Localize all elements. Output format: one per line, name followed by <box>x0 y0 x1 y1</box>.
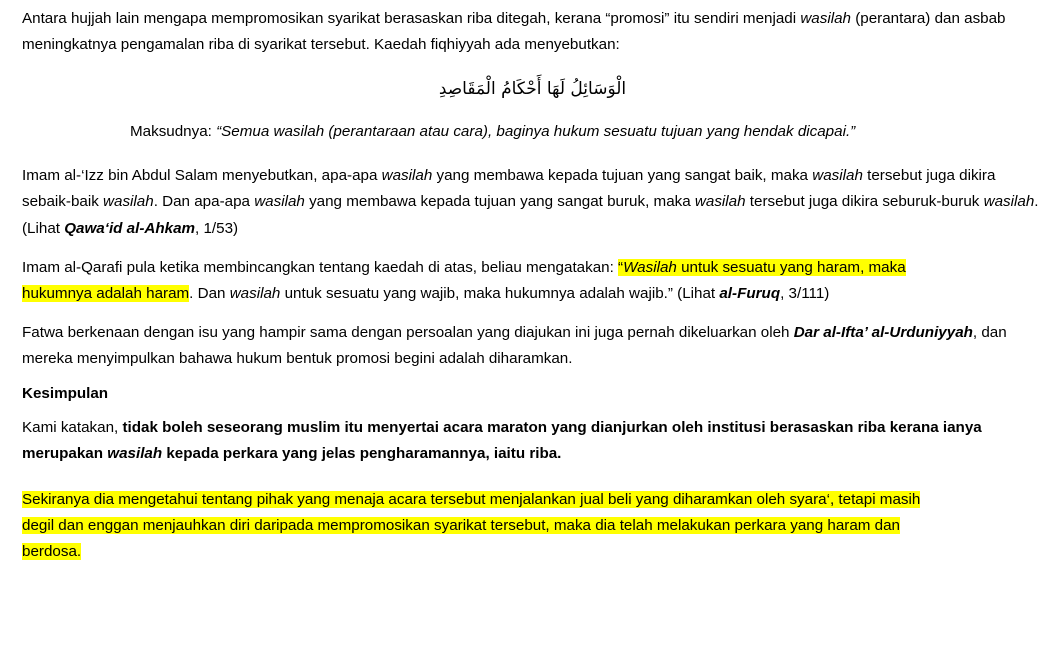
qarafi-text-3: untuk sesuatu yang wajib, maka hukumnya adalah wajib.” (Lihat <box>280 284 720 302</box>
izz-text-3: tersebut juga dikira sebaik-baik <box>22 167 996 211</box>
qarafi-wasilah-italic: Wasilah <box>623 258 677 276</box>
izz-wasilah-6: wasilah <box>983 193 1035 211</box>
spacer <box>22 481 1043 485</box>
final-highlight-line-1: Sekiranya dia mengetahui tentang pihak yang menaja acara tersebut menjalankan jual beli yang diharamkan oleh syara‘, tetapi masih <box>22 490 921 508</box>
izz-reference: Qawa‘id al-Ahkam <box>64 219 196 237</box>
paragraph-kami <box>22 415 1043 467</box>
qarafi-highlight-rest: untuk sesuatu yang haram, maka <box>676 258 906 276</box>
arabic-quote: الْوَسَائِلُ لَهَا أَحْكَامُ الْمَقَاصِدِ <box>438 79 627 100</box>
izz-wasilah-2: wasilah <box>812 167 863 185</box>
kesimpulan-heading: Kesimpulan <box>22 385 109 403</box>
paragraph-qarafi <box>22 255 1043 307</box>
qarafi-text-2: . Dan <box>189 284 230 302</box>
final-highlight-line-3: berdosa. <box>22 542 82 560</box>
intro-wasilah-italic: wasilah <box>800 10 851 27</box>
maksudnya-line <box>22 119 1043 145</box>
paragraph-fatwa <box>22 320 1043 372</box>
kami-bold-1: tidak boleh seseorang muslim itu menyertai acara maraton yang dianjurkan oleh institusi berasaskan riba kerana ianya merupakan <box>22 419 982 463</box>
kami-bold-2: kepada perkara yang jelas pengharamannya, iaitu riba. <box>162 445 562 463</box>
qarafi-highlight-2: hukumnya adalah haram <box>22 284 190 302</box>
qarafi-text-1: Imam al-Qarafi pula ketika membincangkan tentang kaedah di atas, beliau mengatakan: <box>22 258 619 276</box>
izz-text-6: tersebut juga dikira seburuk-buruk <box>745 193 984 211</box>
kami-bold-wasilah: wasilah <box>107 445 163 463</box>
fatwa-text-2: , dan mereka menyimpulkan bahawa hukum bentuk promosi begini adalah diharamkan. <box>22 324 1007 368</box>
izz-text-5: yang membawa kepada tujuan yang sangat buruk, maka <box>304 193 695 211</box>
izz-wasilah-3: wasilah <box>103 193 154 211</box>
fatwa-reference: Dar al-Ifta’ al-Urduniyyah <box>793 324 973 342</box>
maksudnya-label: Maksudnya: <box>130 123 217 141</box>
izz-wasilah-1: wasilah <box>381 167 433 185</box>
intro-text-part2: (perantara) dan asbab meningkatnya pengamalan riba di syarikat tersebut. Kaedah fiqhiyyah ada menyebutkan: <box>22 10 1006 54</box>
paragraph-izz <box>22 163 1043 241</box>
paragraph-final-highlighted <box>22 487 1043 565</box>
intro-text-part1: Antara hujjah lain mengapa mempromosikan syarikat berasaskan riba ditegah, kerana “promosi” itu sendiri menjadi <box>22 10 801 27</box>
izz-text-2: yang membawa kepada tujuan yang sangat baik, maka <box>432 167 813 185</box>
qarafi-highlight-1: “Wasilah untuk sesuatu yang haram, maka <box>618 258 906 276</box>
izz-text-4: . Dan apa-apa <box>153 193 255 211</box>
kami-text-1: Kami katakan, <box>22 419 123 437</box>
final-highlight-line-2: degil dan enggan menjauhkan diri daripada mempromosikan syarikat tersebut, maka dia telah melakukan perkara yang haram dan <box>22 516 901 534</box>
paragraph-intro <box>22 6 1043 58</box>
qarafi-text-4: , 3/111) <box>780 284 830 302</box>
qarafi-wasilah: wasilah <box>229 284 281 302</box>
fatwa-text-1: Fatwa berkenaan dengan isu yang hampir sama dengan persoalan yang diajukan ini juga pernah dikeluarkan oleh <box>22 324 794 342</box>
izz-text-7: . (Lihat <box>22 193 1039 237</box>
izz-wasilah-4: wasilah <box>254 193 305 211</box>
qarafi-reference: al-Furuq <box>719 284 781 302</box>
maksudnya-text: “Semua wasilah (perantaraan atau cara), baginya hukum sesuatu tujuan yang hendak dicapai.” <box>216 123 856 141</box>
izz-wasilah-5: wasilah <box>694 193 746 211</box>
izz-text-1: Imam al-‘Izz bin Abdul Salam menyebutkan, apa-apa <box>22 167 382 185</box>
izz-text-8: , 1/53) <box>195 219 239 237</box>
